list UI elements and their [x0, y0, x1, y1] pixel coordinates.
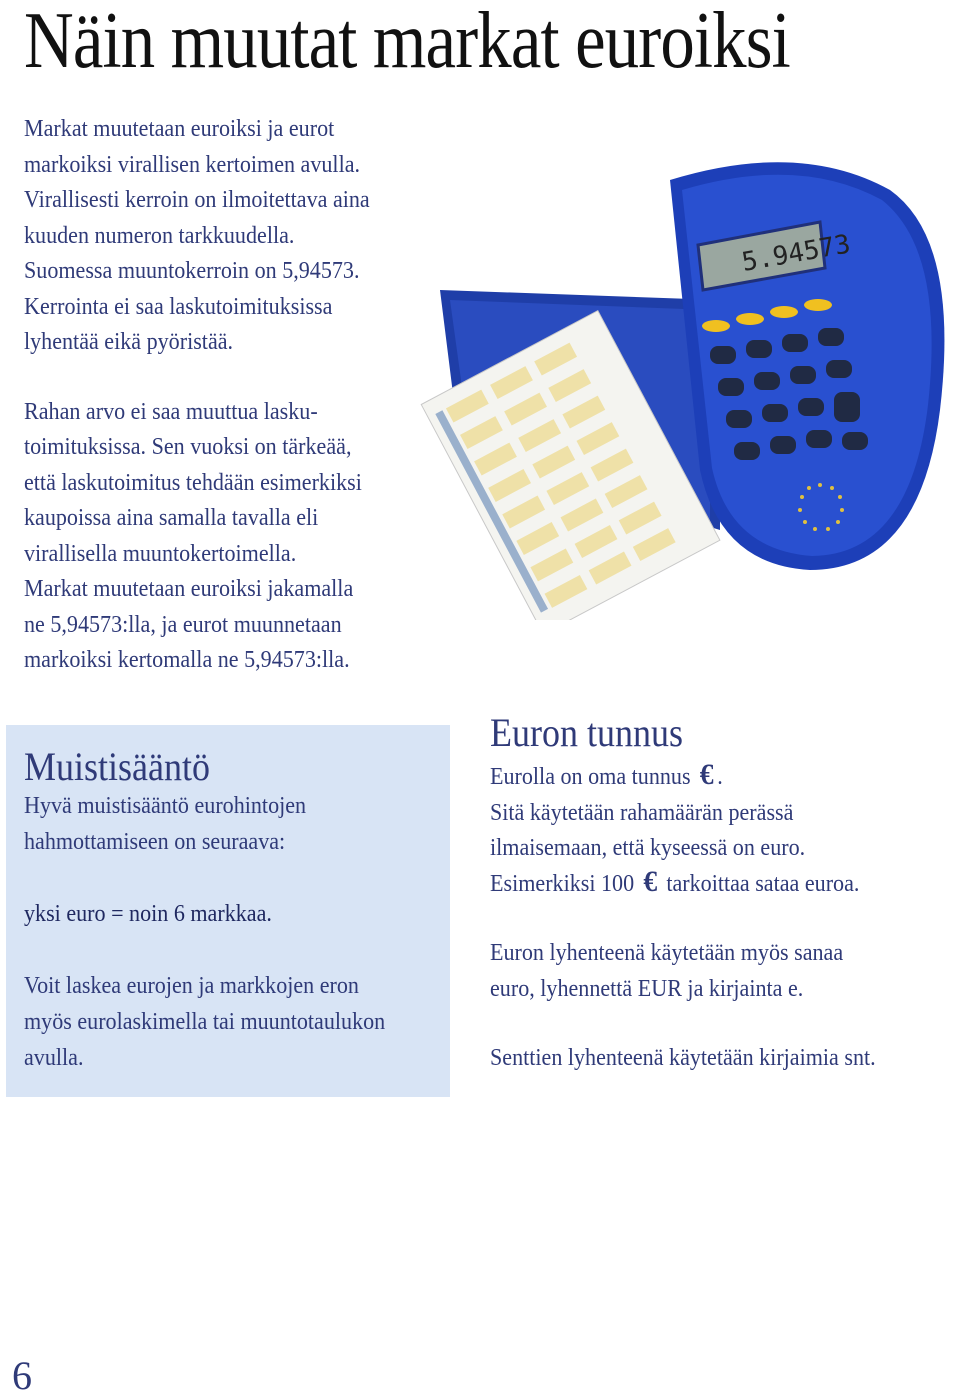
- intro-line: Markat muutetaan euroiksi ja eurot: [24, 116, 335, 142]
- intro-line: toimituksissa. Sen vuoksi on tärkeää,: [24, 434, 352, 460]
- intro-line: että laskutoimitus tehdään esimerkiksi: [24, 469, 362, 496]
- euro-line4-end: tarkoittaa sataa euroa.: [666, 870, 860, 897]
- intro-line: ne 5,94573:lla, ja eurot muunnetaan: [24, 611, 342, 638]
- intro-text: [24, 112, 424, 679]
- calculator-photo: [420, 150, 960, 620]
- page-number: 6: [12, 1353, 32, 1398]
- intro-line: markoiksi kertomalla ne 5,94573:lla.: [24, 647, 350, 673]
- intro-line: Suomessa muuntokerroin on 5,94573.: [24, 258, 360, 284]
- rule-box-line: hahmottamiseen on seuraava:: [24, 829, 286, 855]
- euro-sign-line: euro, lyhennettä EUR ja kirjainta e.: [490, 975, 804, 1002]
- display-value: 5.94573: [739, 229, 853, 278]
- intro-line: Rahan arvo ei saa muuttua lasku-: [24, 398, 318, 425]
- euro-line1-text: Eurolla on oma tunnus: [490, 764, 691, 790]
- euro-sign-title: Euron tunnus: [490, 710, 683, 755]
- intro-line: lyhentää eikä pyöristää.: [24, 329, 234, 355]
- euro-sign-section: [490, 710, 940, 1077]
- euro-sign-line: ilmaisemaan, että kyseessä on euro.: [490, 835, 806, 861]
- euro-sign-line: Euron lyhenteenä käytetään myös sanaa: [490, 940, 844, 966]
- euro-line4-text: Esimerkiksi 100: [490, 870, 635, 897]
- euro-sign-line: Sitä käytetään rahamäärän perässä: [490, 799, 794, 826]
- rule-box-note: myös eurolaskimella tai muuntotaulukon: [24, 1009, 386, 1035]
- intro-line: markoiksi virallisen kertoimen avulla.: [24, 151, 361, 178]
- rule-box-title: Muistisääntö: [24, 744, 211, 789]
- intro-line: kuuden numeron tarkkuudella.: [24, 222, 295, 249]
- intro-line: Markat muutetaan euroiksi jakamalla: [24, 576, 354, 602]
- euro-line1-end: .: [717, 764, 723, 790]
- rule-box-line: Hyvä muistisääntö eurohintojen: [24, 793, 307, 819]
- page-title: Näin muutat markat euroiksi: [24, 0, 790, 85]
- intro-line: virallisella muuntokertoimella.: [24, 540, 297, 567]
- euro-sign-line: [490, 864, 904, 903]
- intro-line: kaupoissa aina samalla tavalla eli: [24, 505, 319, 531]
- rule-box-note: Voit laskea eurojen ja markkojen eron: [24, 973, 359, 999]
- euro-symbol-icon: €: [699, 758, 714, 791]
- rule-statement: yksi euro = noin 6 markkaa.: [24, 901, 272, 927]
- euro-sign-line: [490, 760, 904, 796]
- intro-line: Virallisesti kerroin on ilmoitettava aina: [24, 187, 370, 213]
- intro-line: Kerrointa ei saa laskutoimituksissa: [24, 293, 333, 320]
- euro-sign-line: Senttien lyhenteenä käytetään kirjaimia snt.: [490, 1045, 876, 1071]
- euro-symbol-icon: €: [643, 864, 658, 898]
- rule-box: [6, 725, 450, 1097]
- rule-box-note: avulla.: [24, 1045, 84, 1071]
